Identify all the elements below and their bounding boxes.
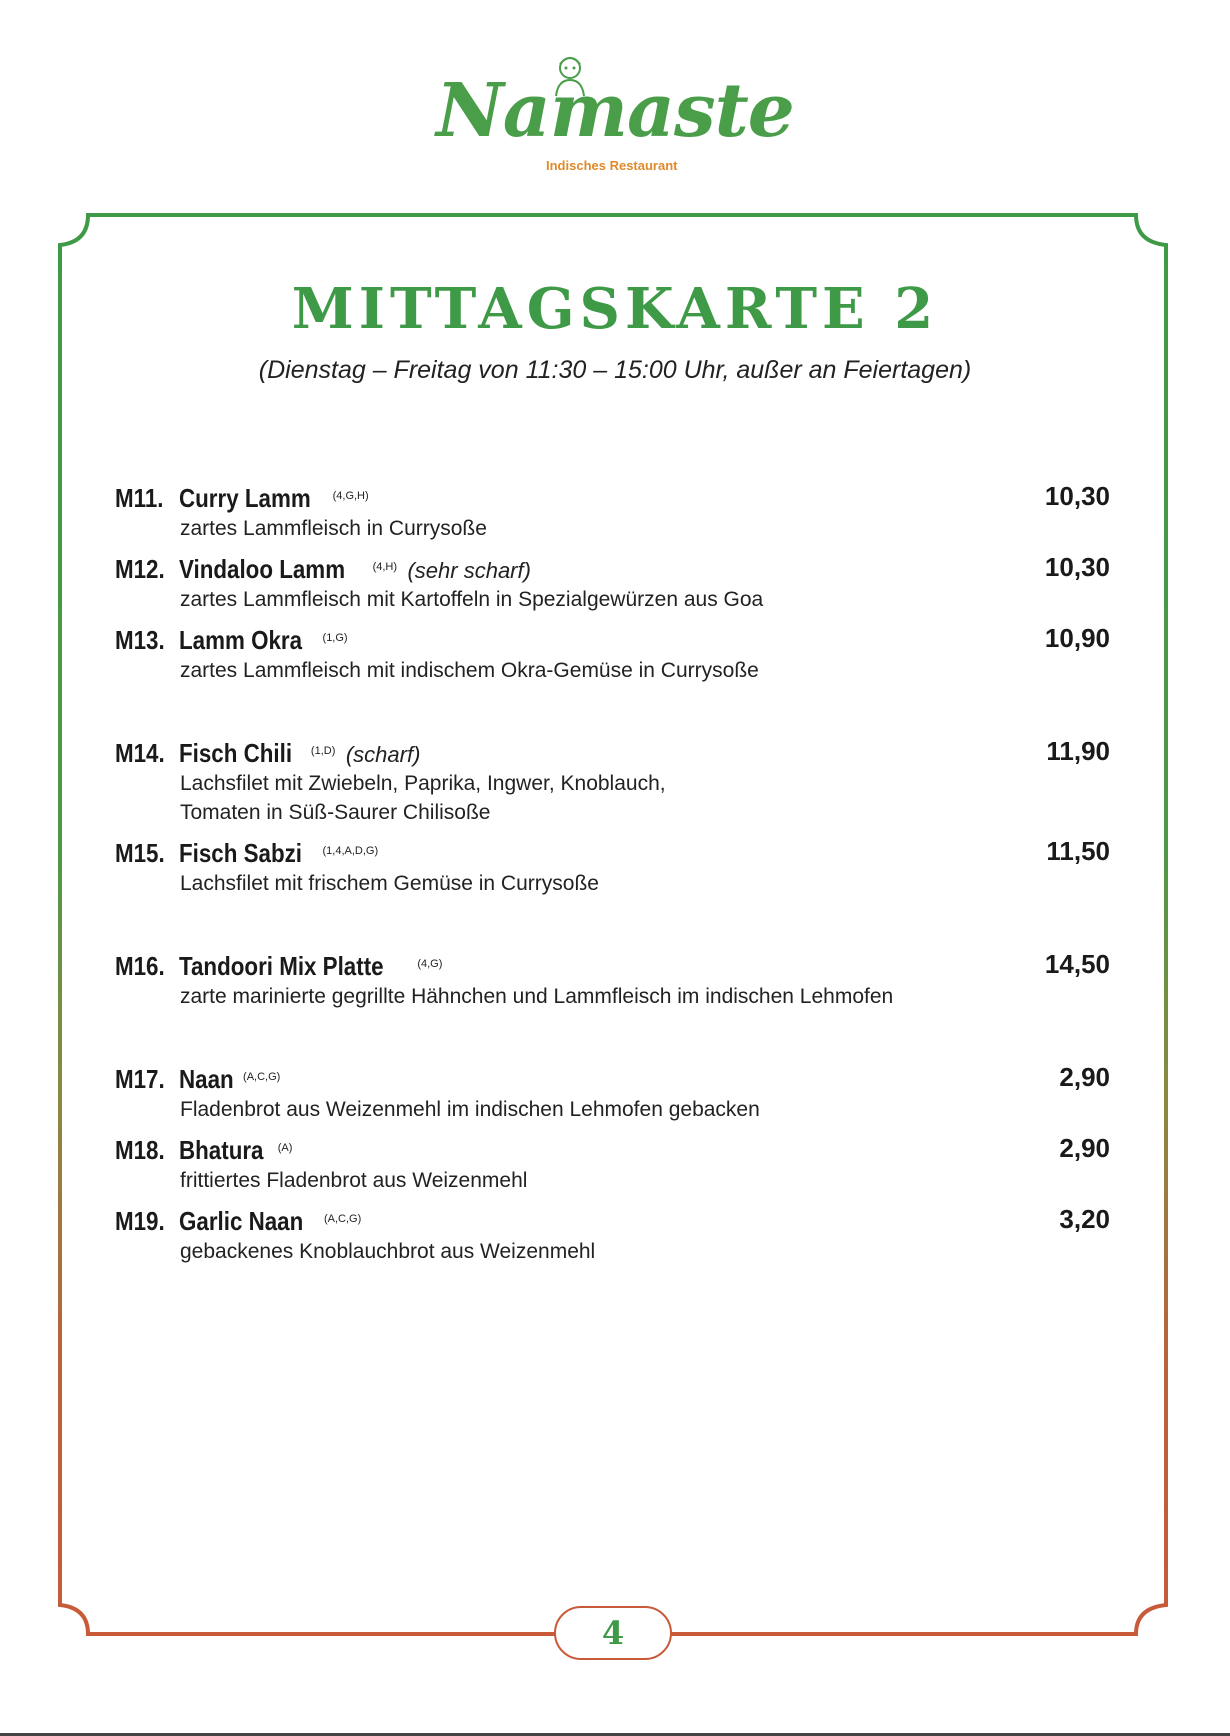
restaurant-logo — [0, 50, 1230, 180]
menu-item — [115, 1201, 1110, 1266]
item-price: 3,20 — [1059, 1204, 1110, 1234]
item-name: Vindaloo Lamm — [179, 554, 346, 584]
item-description: frittiertes Fladenbrot aus Weizenmehl — [180, 1169, 528, 1192]
page-number: 4 — [554, 1606, 672, 1660]
item-allergens: (A,C,G) — [243, 1071, 281, 1083]
item-name: Lamm Okra — [179, 625, 303, 655]
item-price: 10,30 — [1044, 481, 1110, 511]
item-code: M12. — [115, 554, 165, 584]
logo-subtitle: Indisches Restaurant — [546, 158, 678, 173]
menu-item — [115, 1059, 1110, 1124]
item-code: M18. — [115, 1135, 165, 1165]
item-price: 2,90 — [1059, 1062, 1110, 1092]
item-code: M16. — [115, 951, 165, 981]
item-name: Fisch Chili — [179, 738, 293, 768]
item-name: Tandoori Mix Platte — [179, 951, 384, 981]
item-description: zarte marinierte gegrillte Hähnchen und Lammfleisch im indischen Lehmofen — [180, 985, 894, 1008]
item-spice-note: (sehr scharf) — [407, 558, 531, 583]
menu-item — [115, 946, 1110, 1011]
item-price: 10,90 — [1044, 623, 1110, 653]
item-code: M11. — [115, 483, 164, 513]
item-allergens: (4,G) — [417, 958, 443, 970]
item-code: M15. — [115, 838, 165, 868]
item-allergens: (A) — [277, 1142, 293, 1154]
item-allergens: (4,H) — [372, 561, 398, 573]
item-description: zartes Lammfleisch in Currysoße — [180, 517, 487, 540]
item-description: Fladenbrot aus Weizenmehl im indischen Lehmofen gebacken — [180, 1098, 760, 1121]
item-name: Bhatura — [179, 1135, 264, 1165]
item-spice-note: (scharf) — [345, 742, 421, 767]
item-allergens: (1,G) — [322, 632, 348, 644]
item-allergens: (1,4,A,D,G) — [322, 845, 379, 857]
item-name: Fisch Sabzi — [179, 838, 303, 868]
menu-item — [115, 549, 1110, 614]
item-price: 10,30 — [1044, 552, 1110, 582]
menu-item — [115, 478, 1110, 543]
item-code: M19. — [115, 1206, 165, 1236]
item-price: 14,50 — [1044, 949, 1110, 979]
item-name: Naan — [179, 1064, 234, 1094]
item-code: M13. — [115, 625, 165, 655]
page-title: MITTAGSKARTE 2 — [291, 276, 939, 342]
item-description: zartes Lammfleisch mit Kartoffeln in Spezialgewürzen aus Goa — [180, 588, 764, 611]
menu-item — [115, 833, 1110, 898]
menu-item — [115, 1130, 1110, 1195]
item-description: Lachsfilet mit frischem Gemüse in Currysoße — [180, 872, 599, 895]
item-description: gebackenes Knoblauchbrot aus Weizenmehl — [180, 1240, 596, 1263]
item-name: Curry Lamm — [179, 483, 311, 513]
item-code: M14. — [115, 738, 165, 768]
menu-item — [115, 620, 1110, 685]
item-price: 2,90 — [1059, 1133, 1110, 1163]
menu-list — [115, 478, 1110, 1272]
opening-hours: (Dienstag – Freitag von 11:30 – 15:00 Uhr, außer an Feiertagen) — [258, 356, 972, 384]
item-price: 11,90 — [1046, 736, 1110, 766]
item-allergens: (1,D) — [310, 745, 336, 757]
menu-item — [115, 733, 1110, 827]
item-allergens: (4,G,H) — [332, 490, 369, 502]
item-code: M17. — [115, 1064, 165, 1094]
item-description: Lachsfilet mit Zwiebeln, Paprika, Ingwer, Knoblauch, Tomaten in Süß-Saurer Chilisoße — [180, 772, 666, 824]
item-description: zartes Lammfleisch mit indischem Okra-Gemüse in Currysoße — [180, 659, 759, 682]
item-price: 11,50 — [1046, 836, 1110, 866]
item-allergens: (A,C,G) — [323, 1213, 362, 1225]
logo-wordmark: Namaste — [436, 68, 794, 154]
item-name: Garlic Naan — [179, 1206, 304, 1236]
